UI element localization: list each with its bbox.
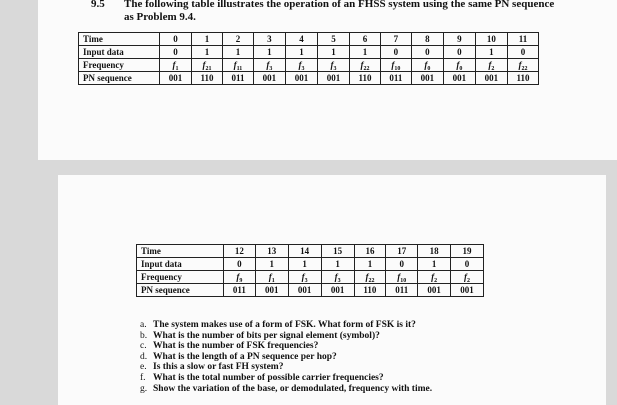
table-cell: 0 <box>443 46 475 59</box>
table-cell: 0 <box>507 46 538 59</box>
table-cell: 10 <box>475 33 507 46</box>
table-cell: $f_0$ <box>443 59 475 72</box>
table-cell: 6 <box>349 33 380 46</box>
table-cell: 15 <box>321 245 354 258</box>
table-cell: 0 <box>224 258 256 271</box>
table-cell: 001 <box>418 284 451 297</box>
row-label: Time <box>137 245 224 258</box>
question-item <box>140 362 432 373</box>
table-cell: 0 <box>160 46 192 59</box>
table-cell: 2 <box>222 33 253 46</box>
row-label: Input data <box>137 258 224 271</box>
table-row <box>137 258 484 271</box>
question-letter: b. <box>140 330 148 341</box>
table-cell: 12 <box>224 245 256 258</box>
question-item <box>140 341 432 352</box>
row-label: PN sequence <box>79 72 160 85</box>
table-cell: $f_{22}$ <box>507 59 538 72</box>
table-cell: 8 <box>411 33 443 46</box>
table-cell: 1 <box>317 46 349 59</box>
table-cell: $f_2$ <box>418 271 451 284</box>
table-cell: $f_9$ <box>224 271 256 284</box>
row-label: Input data <box>79 46 160 59</box>
table-cell: 001 <box>285 72 317 85</box>
question-text: Is this a slow or fast FH system? <box>153 362 284 373</box>
question-item <box>140 320 432 331</box>
table-cell: 011 <box>224 284 256 297</box>
table-cell: $f_3$ <box>321 271 354 284</box>
table-cell: 001 <box>317 72 349 85</box>
table-cell: $f_3$ <box>317 59 349 72</box>
table-cell: 0 <box>386 258 418 271</box>
table-cell: $f_1$ <box>160 59 192 72</box>
table-cell: 001 <box>160 72 192 85</box>
table-cell: 1 <box>418 258 451 271</box>
table-cell: $f_{21}$ <box>192 59 223 72</box>
row-label: Time <box>79 33 160 46</box>
question-item <box>140 384 432 395</box>
table-cell: $f_3$ <box>253 59 285 72</box>
table-cell: 001 <box>451 284 484 297</box>
table-row <box>79 59 539 72</box>
table-cell: 0 <box>411 46 443 59</box>
table-cell: 1 <box>354 258 386 271</box>
table-cell: 0 <box>160 33 192 46</box>
table-cell: $f_0$ <box>411 59 443 72</box>
table-cell: 110 <box>354 284 386 297</box>
table-cell: 001 <box>253 72 285 85</box>
row-label: PN sequence <box>137 284 224 297</box>
table-cell: $f_{10}$ <box>386 271 418 284</box>
question-letter: f. <box>140 372 146 383</box>
table-cell: $f_2$ <box>475 59 507 72</box>
question-letter: d. <box>140 351 148 362</box>
problem-number: 9.5 <box>91 0 105 10</box>
table-cell: $f_3$ <box>285 59 317 72</box>
table-cell: 001 <box>411 72 443 85</box>
fhss-table-part2 <box>136 244 484 297</box>
table-cell: 9 <box>443 33 475 46</box>
table-cell: 4 <box>285 33 317 46</box>
table-cell: 1 <box>349 46 380 59</box>
question-text: The system makes use of a form of FSK. What form of FSK is it? <box>153 320 416 330</box>
table-row <box>137 271 484 284</box>
table-cell: 1 <box>222 46 253 59</box>
table-cell: 001 <box>443 72 475 85</box>
fhss-table-part1 <box>78 32 539 85</box>
question-text: Show the variation of the base, or demodulated, frequency with time. <box>153 383 433 394</box>
table-cell: 001 <box>288 284 321 297</box>
table-row <box>79 46 539 59</box>
table-cell: 1 <box>475 46 507 59</box>
table-cell: 11 <box>507 33 538 46</box>
table-cell: 7 <box>380 33 411 46</box>
question-list <box>140 320 432 394</box>
table-cell: $f_{22}$ <box>354 271 386 284</box>
table-cell: $f_{11}$ <box>222 59 253 72</box>
table-row <box>137 284 484 297</box>
table-cell: 001 <box>475 72 507 85</box>
question-text: What is the number of bits per signal element (symbol)? <box>153 330 380 341</box>
table-cell: 1 <box>192 46 223 59</box>
table-row <box>137 245 484 258</box>
question-text: What is the number of FSK frequencies? <box>153 341 319 352</box>
table-cell: 16 <box>354 245 386 258</box>
table-cell: 17 <box>386 245 418 258</box>
table-cell: 011 <box>386 284 418 297</box>
table-cell: 1 <box>192 33 223 46</box>
table-cell: $f_{22}$ <box>349 59 380 72</box>
table-cell: 19 <box>451 245 484 258</box>
table-cell: 110 <box>192 72 223 85</box>
table-cell: 1 <box>288 258 321 271</box>
table-cell: 011 <box>222 72 253 85</box>
question-text: What is the length of a PN sequence per hop? <box>153 351 337 362</box>
table-cell: 5 <box>317 33 349 46</box>
table-cell: 110 <box>349 72 380 85</box>
question-letter: e. <box>140 362 147 373</box>
table-cell: 3 <box>253 33 285 46</box>
table-cell: 001 <box>321 284 354 297</box>
table-cell: $f_3$ <box>288 271 321 284</box>
table-cell: 1 <box>253 46 285 59</box>
table-row <box>79 72 539 85</box>
table-cell: 1 <box>321 258 354 271</box>
table-cell: 1 <box>255 258 288 271</box>
table-cell: 18 <box>418 245 451 258</box>
question-item <box>140 352 432 363</box>
question-text: What is the total number of possible carrier frequencies? <box>153 372 384 383</box>
table-cell: $f_1$ <box>255 271 288 284</box>
question-item <box>140 331 432 342</box>
row-label: Frequency <box>79 59 160 72</box>
table-cell: 0 <box>380 46 411 59</box>
row-label: Frequency <box>137 271 224 284</box>
table-cell: 0 <box>451 258 484 271</box>
table-cell: 011 <box>380 72 411 85</box>
question-letter: c. <box>140 341 147 352</box>
table-row <box>79 33 539 46</box>
problem-statement: The following table illustrates the operation of an FHSS system using the same PN sequence as Problem 9.4. <box>124 0 555 23</box>
table-cell: $f_2$ <box>451 271 484 284</box>
table-cell: 14 <box>288 245 321 258</box>
question-letter: a. <box>140 320 147 330</box>
table-cell: 001 <box>255 284 288 297</box>
question-item <box>140 373 432 384</box>
table-cell: 110 <box>507 72 538 85</box>
table-cell: 1 <box>285 46 317 59</box>
question-letter: g. <box>140 383 148 394</box>
table-cell: $f_{10}$ <box>380 59 411 72</box>
table-cell: 13 <box>255 245 288 258</box>
